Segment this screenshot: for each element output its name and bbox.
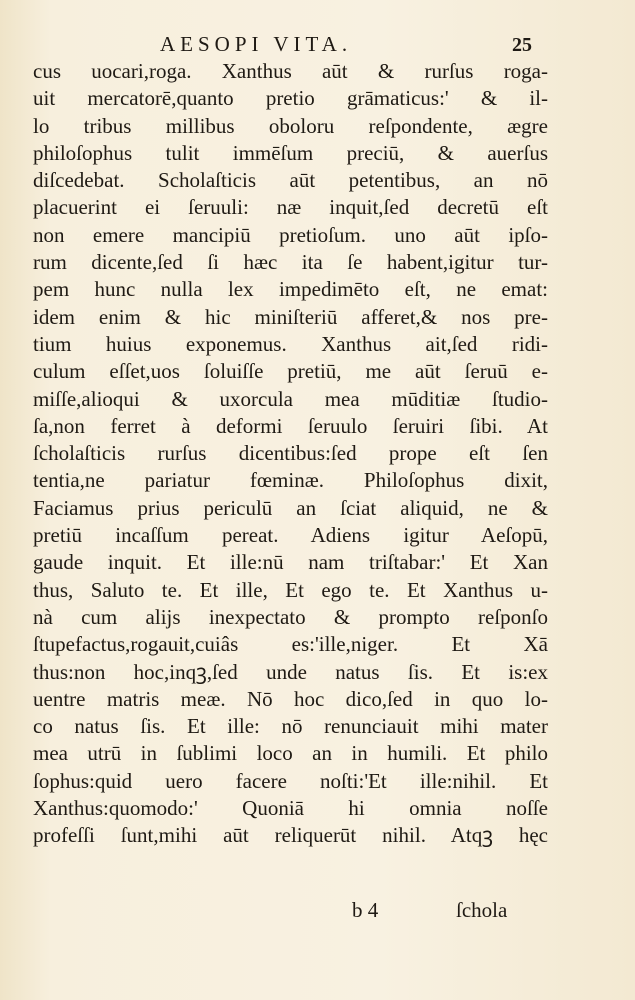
page-number: 25: [512, 34, 532, 56]
text-line: thus:non hoc,inqꝫ,ſed unde natus ſis. Et is:ex: [33, 659, 548, 684]
text-line: idem enim & hic miniſteriū afferet,& nos pre-: [33, 304, 548, 329]
text-line: ſcholaſticis rurſus dicentibus:ſed prope eſt ſen: [33, 441, 548, 466]
text-line: profeſſi ſunt,mihi aūt reliquerūt nihil. Atqꝫ hęc: [33, 823, 548, 848]
running-title: AESOPI VITA.: [160, 32, 353, 56]
text-line: ſa,non ferret à deformi ſeruulo ſeruiri ſibi. At: [33, 413, 548, 438]
text-line: rum dicente,ſed ſi hæc ita ſe habent,igitur tur-: [33, 250, 548, 275]
text-line: co natus ſis. Et ille: nō renunciauit mihi mater: [33, 714, 548, 739]
text-line: uit mercatorē,quanto pretio grāmaticus:' & il-: [33, 86, 548, 111]
text-line: Xanthus:quomodo:' Quoniā hi omnia noſſe: [33, 796, 548, 821]
text-line: philoſophus tulit immēſum preciū, & auerſus: [33, 140, 548, 165]
text-line: ſophus:quid uero facere noſti:'Et ille:nihil. Et: [33, 768, 548, 793]
body-text: [33, 58, 548, 850]
text-line: mea utrū in ſublimi loco an in humili. Et philo: [33, 741, 548, 766]
text-line: diſcedebat. Scholaſticis aūt petentibus, an nō: [33, 168, 548, 193]
text-line: pem hunc nulla lex impedimēto eſt, ne emat:: [33, 277, 548, 302]
signature-mark: b 4: [352, 898, 379, 922]
text-line: cus uocari,roga. Xanthus aūt & rurſus rogа-: [33, 59, 548, 83]
text-line: ſtupefactus,rogauit,cuiâs es:'ille,niger. Et Xā: [33, 632, 548, 657]
text-line: culum eſſet,uos ſoluiſſe pretiū, me aūt ſeruū e-: [33, 359, 548, 384]
text-line: non emere mancipiū pretioſum. uno aūt ipſo-: [33, 222, 548, 247]
text-line: thus, Saluto te. Et ille, Et ego te. Et Xanthus u-: [33, 577, 548, 602]
catchword: ſchola: [456, 898, 508, 922]
text-line: tium huius exponemus. Xanthus ait,ſed ridi-: [33, 331, 548, 356]
text-line: Faciamus prius periculū an ſciat aliquid, ne &: [33, 495, 548, 520]
text-line: miſſe,alioqui & uxorcula mea mūditiæ ſtudio-: [33, 386, 548, 411]
text-line: gaude inquit. Et ille:nū nam triſtabar:' Et Xan: [33, 550, 548, 575]
text-line: pretiū incaſſum pereat. Adiens igitur Aeſopū,: [33, 523, 548, 548]
text-line: nà cum alijs inexpectato & prompto reſponſo: [33, 604, 548, 629]
text-line: placuerint ei ſeruuli: næ inquit,ſed decretū eſt: [33, 195, 548, 220]
text-line: uentre matris meæ. Nō hoc dico,ſed in quo lo-: [33, 686, 548, 711]
text-line: tentia,ne pariatur fœminæ. Philoſophus dixit,: [33, 468, 548, 493]
text-line: lo tribus millibus oboloru reſpondente, ægre: [33, 113, 548, 138]
